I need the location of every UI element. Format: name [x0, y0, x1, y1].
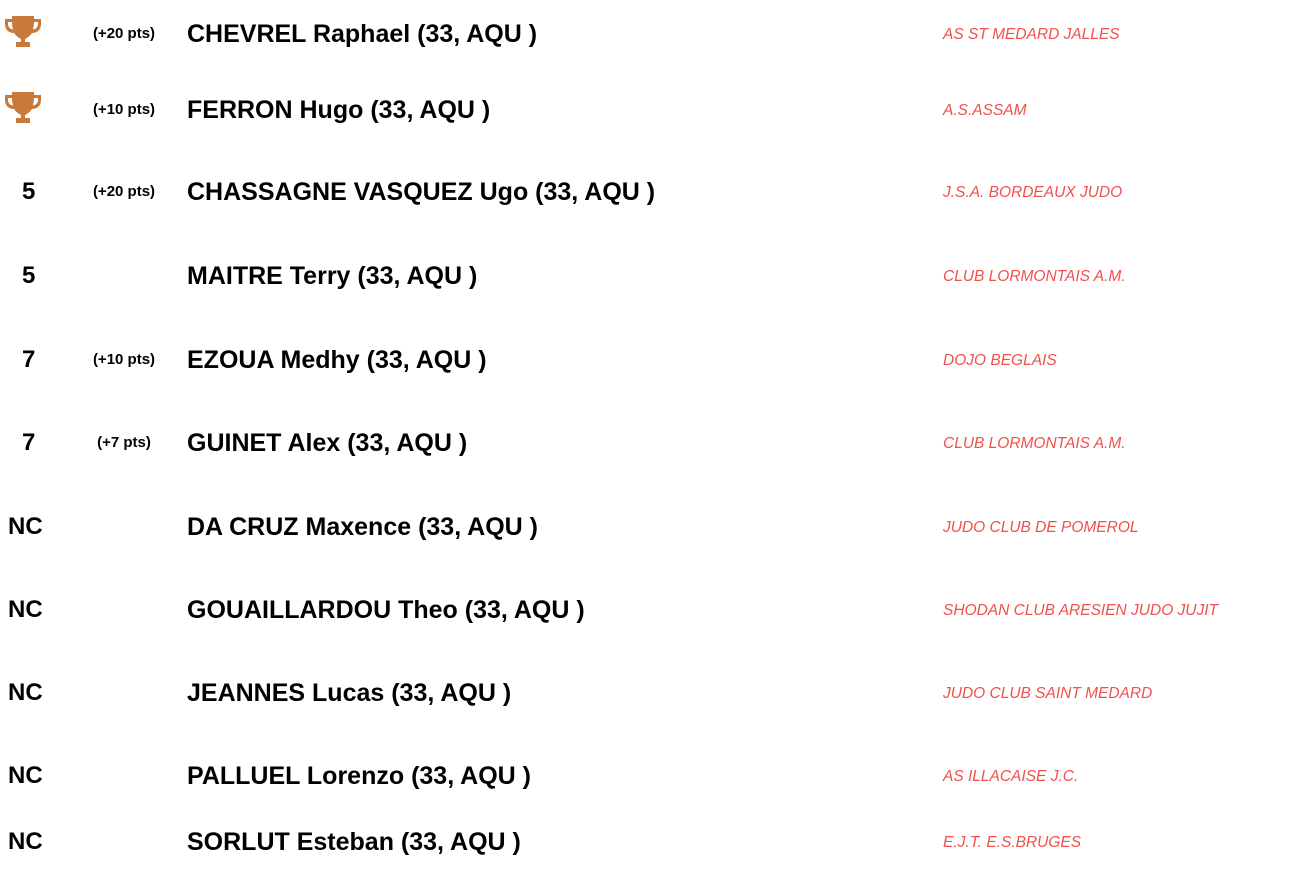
points-label: (+10 pts)	[92, 101, 156, 118]
rank-label: NC	[8, 679, 43, 706]
athlete-name: SORLUT Esteban (33, AQU )	[187, 828, 521, 856]
points-label	[78, 758, 170, 794]
points-label: (+7 pts)	[97, 434, 151, 451]
rank-label: 5	[22, 178, 36, 205]
club-name: JUDO CLUB DE POMEROL	[943, 519, 1139, 536]
athlete-name: EZOUA Medhy (33, AQU )	[187, 346, 487, 374]
rank-label: NC	[8, 513, 43, 540]
athlete-name: GOUAILLARDOU Theo (33, AQU )	[187, 596, 585, 624]
athlete-name: CHASSAGNE VASQUEZ Ugo (33, AQU )	[187, 178, 656, 206]
rank-label: 7	[22, 429, 36, 456]
club-name: JUDO CLUB SAINT MEDARD	[943, 685, 1153, 702]
points-label	[78, 258, 170, 294]
points-label: (+20 pts)	[92, 25, 156, 42]
points-label	[78, 824, 170, 860]
rank-label: NC	[8, 762, 43, 789]
points-label	[78, 509, 170, 545]
trophy-icon	[4, 14, 42, 50]
result-row	[0, 413, 1301, 473]
athlete-name: CHEVREL Raphael (33, AQU )	[187, 20, 538, 48]
club-name: CLUB LORMONTAIS A.M.	[943, 435, 1126, 452]
rank-label: 5	[22, 262, 36, 289]
result-row	[0, 80, 1301, 140]
points-label	[78, 592, 170, 628]
result-row	[0, 4, 1301, 64]
club-name: E.J.T. E.S.BRUGES	[943, 834, 1082, 851]
result-row	[0, 812, 1301, 872]
club-name: AS ILLACAISE J.C.	[943, 768, 1079, 785]
result-row	[0, 162, 1301, 222]
athlete-name: MAITRE Terry (33, AQU )	[187, 262, 478, 290]
points-label: (+10 pts)	[92, 351, 156, 368]
rank-label: 7	[22, 346, 36, 373]
athlete-name: JEANNES Lucas (33, AQU )	[187, 679, 512, 707]
trophy-icon	[4, 90, 42, 126]
athlete-name: GUINET Alex (33, AQU )	[187, 429, 468, 457]
rank-label: NC	[8, 596, 43, 623]
athlete-name: FERRON Hugo (33, AQU )	[187, 96, 491, 124]
club-name: SHODAN CLUB ARESIEN JUDO JUJIT	[943, 602, 1219, 619]
club-name: DOJO BEGLAIS	[943, 352, 1057, 369]
club-name: CLUB LORMONTAIS A.M.	[943, 268, 1126, 285]
result-row	[0, 246, 1301, 306]
points-label	[78, 675, 170, 711]
rank-label: NC	[8, 828, 43, 855]
result-row	[0, 663, 1301, 723]
club-name: A.S.ASSAM	[943, 102, 1027, 119]
club-name: J.S.A. BORDEAUX JUDO	[943, 184, 1123, 201]
result-row	[0, 746, 1301, 806]
athlete-name: PALLUEL Lorenzo (33, AQU )	[187, 762, 531, 790]
athlete-name: DA CRUZ Maxence (33, AQU )	[187, 513, 538, 541]
result-row	[0, 497, 1301, 557]
result-row	[0, 330, 1301, 390]
points-label: (+20 pts)	[92, 183, 156, 200]
result-row	[0, 580, 1301, 640]
club-name: AS ST MEDARD JALLES	[943, 26, 1120, 43]
